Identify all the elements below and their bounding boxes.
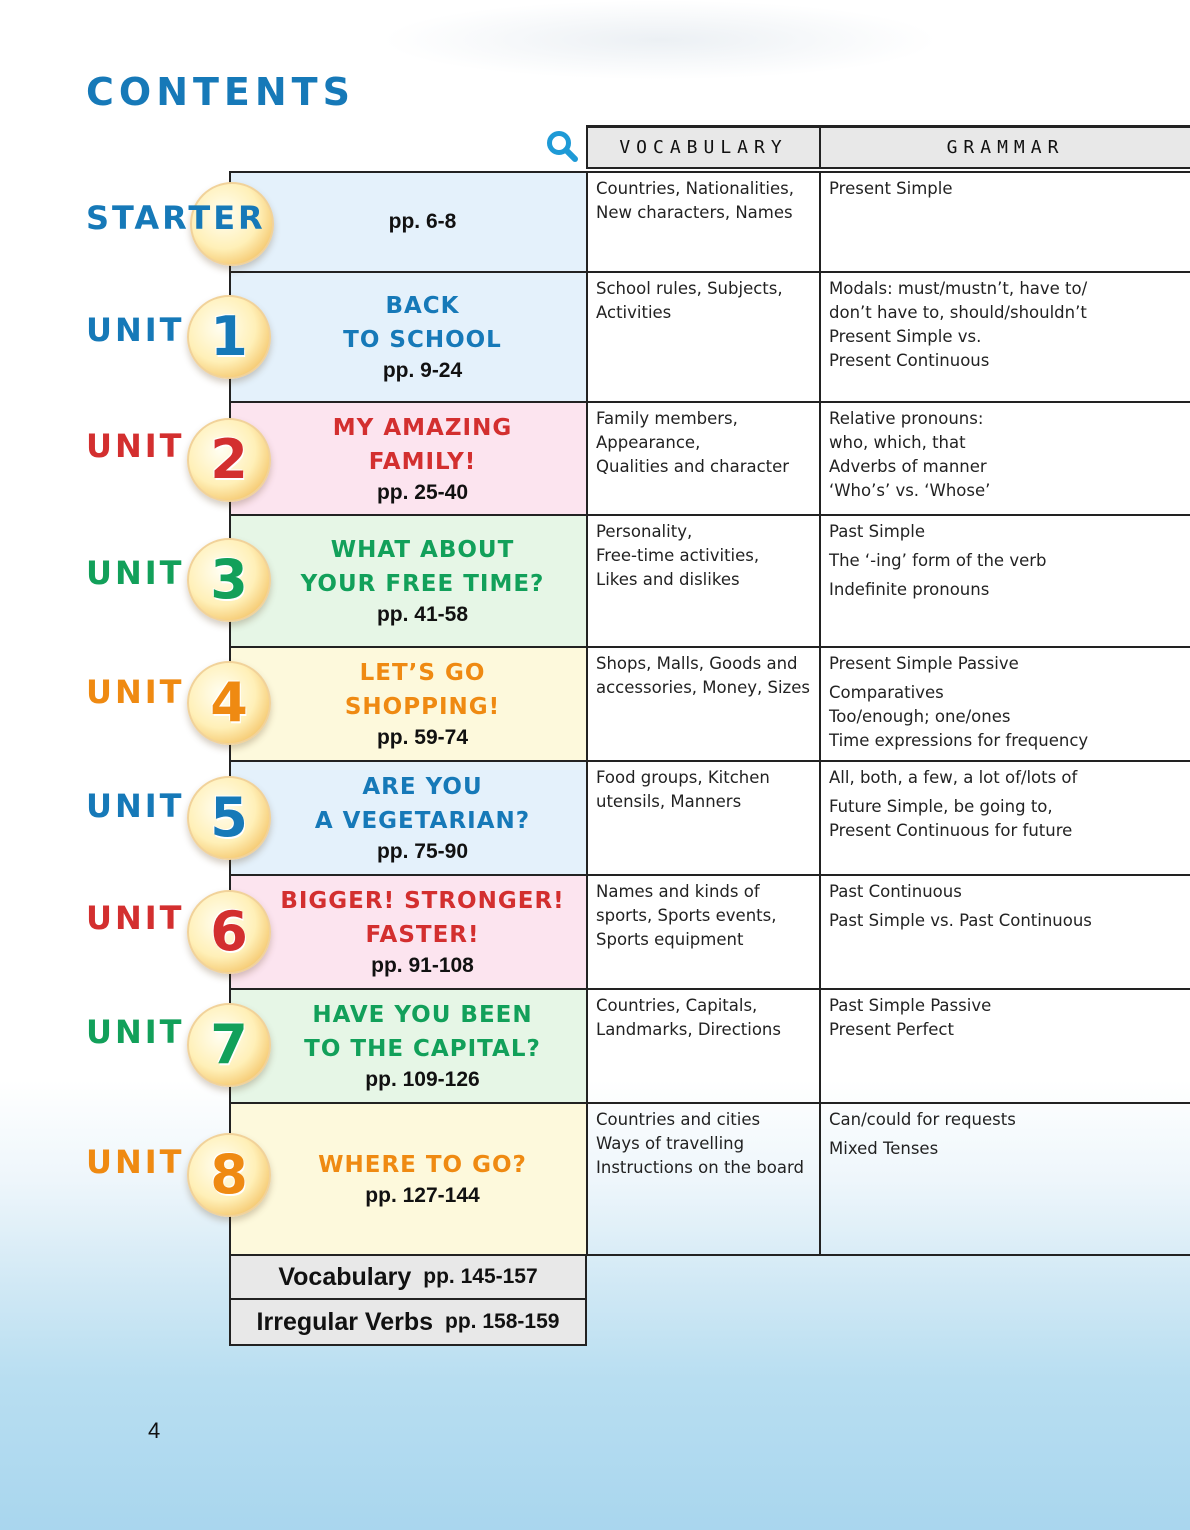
unit-number: 6 — [210, 900, 248, 963]
appendix-label: Irregular Verbs — [256, 1307, 434, 1336]
table-row — [229, 273, 1190, 403]
unit-title-cell[interactable] — [229, 273, 586, 401]
unit-number: 2 — [210, 428, 248, 491]
table-row — [229, 171, 1190, 273]
table-row — [229, 876, 1190, 990]
unit-title-cell[interactable] — [229, 403, 586, 514]
vocabulary-cell — [586, 648, 819, 760]
grammar-cell — [819, 1104, 1190, 1254]
vocabulary-cell — [586, 876, 819, 988]
grammar-text: All, both, a few, a lot of/lots of — [829, 768, 1078, 787]
search-icon — [545, 129, 579, 163]
unit-label: UNIT — [86, 554, 185, 592]
appendix-pages: pp. 145-157 — [423, 1265, 538, 1288]
grammar-text: Can/could for requests — [829, 1110, 1016, 1129]
appendix-label: Vocabulary — [278, 1262, 412, 1291]
table-row — [229, 990, 1190, 1104]
column-header-grammar: GRAMMAR — [819, 125, 1190, 169]
unit-title-cell[interactable] — [229, 1104, 586, 1254]
grammar-text: Past Continuous — [829, 882, 962, 901]
vocabulary-cell — [586, 273, 819, 401]
unit-label: UNIT — [86, 1143, 185, 1181]
page-title: CONTENTS — [86, 70, 355, 114]
table-row — [229, 1104, 1190, 1256]
grammar-text: Present Simple — [829, 179, 953, 198]
grammar-text: Modals: must/mustn’t, have to/ don’t have to, should/shouldn’t Present Simple vs. Present Continuous — [829, 279, 1088, 370]
unit-pages: pp. 75-90 — [376, 840, 469, 863]
unit-title-cell[interactable] — [229, 173, 586, 271]
vocabulary-text: Countries, Capitals, Landmarks, Directions — [596, 996, 781, 1039]
vocabulary-cell — [586, 516, 819, 646]
grammar-cell — [819, 876, 1190, 988]
unit-pages: pp. 91-108 — [371, 954, 474, 977]
unit-title: LET’S GO SHOPPING! — [344, 660, 501, 720]
unit-title-cell[interactable] — [229, 648, 586, 760]
unit-title: ARE YOU A VEGETARIAN? — [314, 774, 531, 834]
vocabulary-cell — [586, 1104, 819, 1254]
vocabulary-cell — [586, 173, 819, 271]
unit-title: WHAT ABOUT YOUR FREE TIME? — [300, 537, 545, 597]
unit-title-cell[interactable] — [229, 990, 586, 1102]
unit-pages: pp. 6-8 — [388, 210, 457, 233]
grammar-text: Past Simple Passive Present Perfect — [829, 996, 992, 1039]
grammar-text: Future Simple, be going to, Present Continuous for future — [829, 797, 1073, 840]
unit-number: 1 — [210, 305, 248, 368]
vocabulary-text: School rules, Subjects, Activities — [596, 279, 783, 322]
column-header-vocabulary: VOCABULARY — [586, 125, 819, 169]
vocabulary-text: Names and kinds of sports, Sports events, Sports equipment — [596, 882, 777, 949]
grammar-text: Past Simple — [829, 522, 925, 541]
grammar-text: Indefinite pronouns — [829, 580, 990, 599]
grammar-cell — [819, 762, 1190, 874]
unit-label: UNIT — [86, 427, 185, 465]
vocabulary-text: Family members, Appearance, Qualities and character — [596, 409, 790, 476]
table-row — [229, 516, 1190, 648]
unit-number: 4 — [210, 671, 248, 734]
unit-title: MY AMAZING FAMILY! — [332, 414, 513, 475]
appendix-item[interactable] — [229, 1300, 587, 1346]
vocabulary-cell — [586, 762, 819, 874]
unit-label: UNIT — [86, 673, 185, 711]
unit-title: WHERE TO GO? — [318, 1152, 527, 1178]
grammar-text: Present Simple Passive — [829, 654, 1019, 673]
appendix-pages: pp. 158-159 — [445, 1310, 560, 1333]
unit-label: UNIT — [86, 311, 185, 349]
grammar-text: The ‘-ing’ form of the verb — [829, 551, 1047, 570]
vocabulary-text: Personality, Free-time activities, Likes and dislikes — [596, 522, 760, 589]
vocabulary-text: Countries, Nationalities, New characters, Names — [596, 179, 794, 222]
table-row — [229, 403, 1190, 516]
unit-title-cell[interactable] — [229, 762, 586, 874]
unit-number: 5 — [210, 786, 248, 849]
unit-number: 3 — [210, 548, 248, 611]
grammar-cell — [819, 173, 1190, 271]
grammar-cell — [819, 990, 1190, 1102]
grammar-cell — [819, 516, 1190, 646]
unit-title-cell[interactable] — [229, 516, 586, 646]
page-number: 4 — [148, 1418, 161, 1443]
grammar-text: Relative pronouns: who, which, that Adverbs of manner ‘Who’s’ vs. ‘Whose’ — [829, 409, 991, 500]
grammar-cell — [819, 273, 1190, 401]
unit-pages: pp. 127-144 — [365, 1184, 480, 1207]
unit-label: UNIT — [86, 1013, 185, 1051]
grammar-text: Comparatives Too/enough; one/ones Time expressions for frequency — [829, 683, 1089, 750]
vocabulary-cell — [586, 403, 819, 514]
unit-pages: pp. 9-24 — [382, 359, 463, 382]
table-row — [229, 648, 1190, 762]
vocabulary-text: Countries and cities Ways of travelling Instructions on the board — [596, 1110, 804, 1177]
unit-pages: pp. 25-40 — [376, 480, 469, 504]
table-row — [229, 762, 1190, 876]
unit-title: BIGGER! STRONGER! FASTER! — [280, 888, 565, 948]
unit-title-cell[interactable] — [229, 876, 586, 988]
grammar-text: Mixed Tenses — [829, 1139, 939, 1158]
unit-pages: pp. 109-126 — [365, 1068, 480, 1091]
unit-label: UNIT — [86, 787, 185, 825]
grammar-cell — [819, 403, 1190, 514]
grammar-cell — [819, 648, 1190, 760]
unit-label: UNIT — [86, 899, 185, 937]
vocabulary-cell — [586, 990, 819, 1102]
grammar-text: Past Simple vs. Past Continuous — [829, 911, 1092, 930]
unit-pages: pp. 41-58 — [376, 603, 469, 626]
unit-title: BACK TO SCHOOL — [343, 293, 502, 353]
vocabulary-text: Food groups, Kitchen utensils, Manners — [596, 768, 770, 811]
appendix-item[interactable] — [229, 1254, 587, 1300]
unit-title: HAVE YOU BEEN TO THE CAPITAL? — [304, 1002, 541, 1062]
unit-number: 8 — [210, 1143, 248, 1206]
starter-label: STARTER — [86, 199, 266, 237]
unit-number: 7 — [210, 1013, 248, 1076]
unit-pages: pp. 59-74 — [376, 726, 469, 749]
vocabulary-text: Shops, Malls, Goods and accessories, Money, Sizes — [596, 654, 810, 697]
background-wash — [380, 0, 940, 80]
